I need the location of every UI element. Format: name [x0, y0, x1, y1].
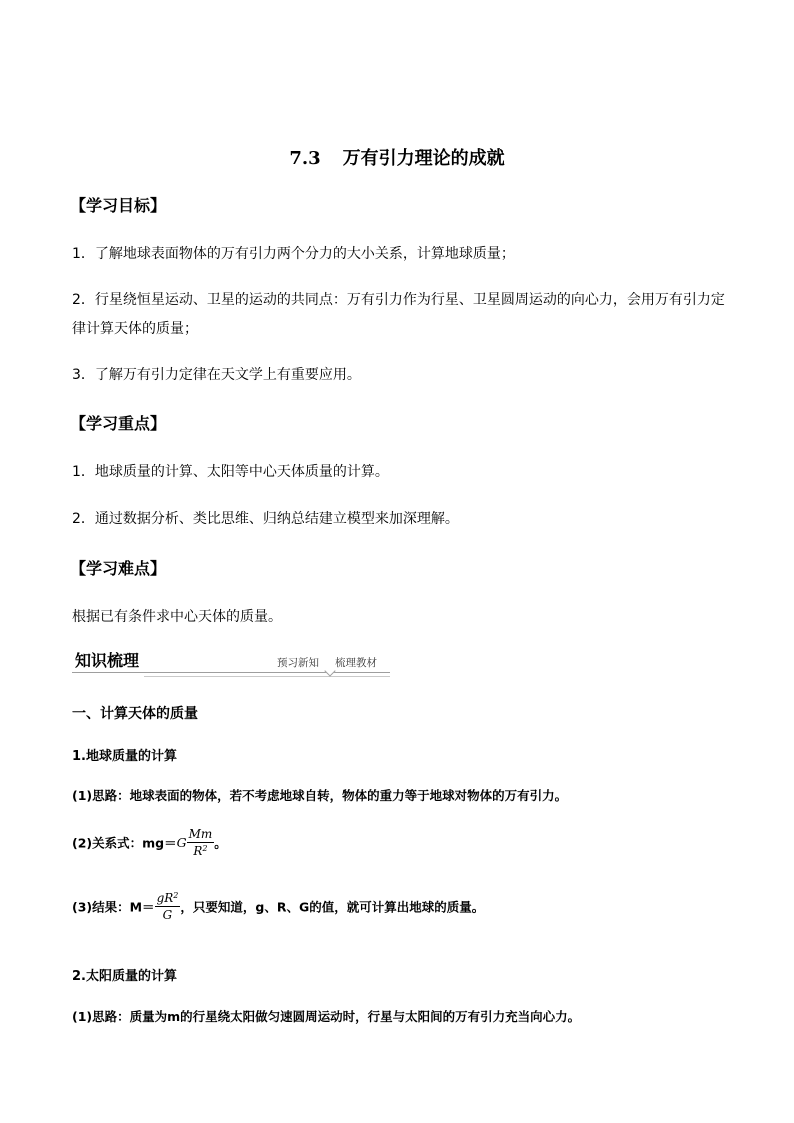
difficulty-item-1: 根据已有条件求中心天体的质量。 — [72, 609, 282, 625]
earth-result — [72, 890, 484, 923]
tab-preview: 预习新知 — [277, 657, 319, 669]
objective-item-3: 3．了解万有引力定律在天文学上有重要应用。 — [72, 367, 361, 383]
relation-suffix: 。 — [214, 835, 227, 851]
earth-idea: (1)思路：地球表面的物体，若不考虑地球自转，物体的重力等于地球对物体的万有引力。 — [72, 788, 568, 803]
relation-den-exponent: 2 — [202, 844, 208, 853]
banner-underline — [144, 676, 390, 677]
relation-prefix: (2)关系式：mg＝ — [72, 835, 177, 851]
result-denominator: G — [162, 908, 173, 922]
sun-mass-heading: 2.太阳质量的计算 — [72, 969, 177, 984]
knowledge-banner — [72, 646, 390, 674]
page-title — [0, 144, 794, 170]
objective-item-1: 1．了解地球表面物体的万有引力两个分力的大小关系，计算地球质量； — [72, 246, 515, 262]
section1-heading: 一、计算天体的质量 — [72, 706, 198, 722]
tab-textbook: 梳理教材 — [335, 657, 377, 669]
result-suffix: ，只要知道，g、R、G的值，就可计算出地球的质量。 — [180, 899, 485, 915]
key-points-heading: 【学习重点】 — [70, 414, 167, 433]
earth-relation — [72, 826, 227, 859]
title-text: 万有引力理论的成就 — [342, 148, 505, 169]
result-fraction — [155, 890, 181, 923]
result-numerator: $gR^2$ — [156, 891, 179, 905]
relation-g: G — [176, 835, 187, 850]
difficulties-heading: 【学习难点】 — [70, 559, 167, 578]
objectives-heading: 【学习目标】 — [70, 196, 167, 215]
knowledge-banner-title: 知识梳理 — [75, 651, 140, 670]
result-prefix: (3)结果：M＝ — [72, 899, 155, 915]
key-point-item-2: 2．通过数据分析、类比思维、归纳总结建立模型来加深理解。 — [72, 511, 459, 527]
result-num-exponent: 2 — [173, 891, 179, 900]
banner-divider — [72, 672, 390, 673]
relation-fraction — [187, 826, 215, 859]
key-point-item-1: 1．地球质量的计算、太阳等中心天体质量的计算。 — [72, 464, 389, 480]
sun-idea: (1)思路：质量为m的行星绕太阳做匀速圆周运动时，行星与太阳间的万有引力充当向心力。 — [72, 1009, 581, 1024]
objective-item-2: 2．行星绕恒星运动、卫星的运动的共同点：万有引力作为行星、卫星圆周运动的向心力，会用万有引力定律计算天体的质量； — [72, 292, 725, 337]
relation-numerator: Mm — [188, 827, 213, 841]
section-number: 7.3 — [289, 148, 321, 169]
relation-denominator: $R^2$ — [193, 844, 208, 858]
earth-mass-heading: 1.地球质量的计算 — [72, 749, 177, 764]
